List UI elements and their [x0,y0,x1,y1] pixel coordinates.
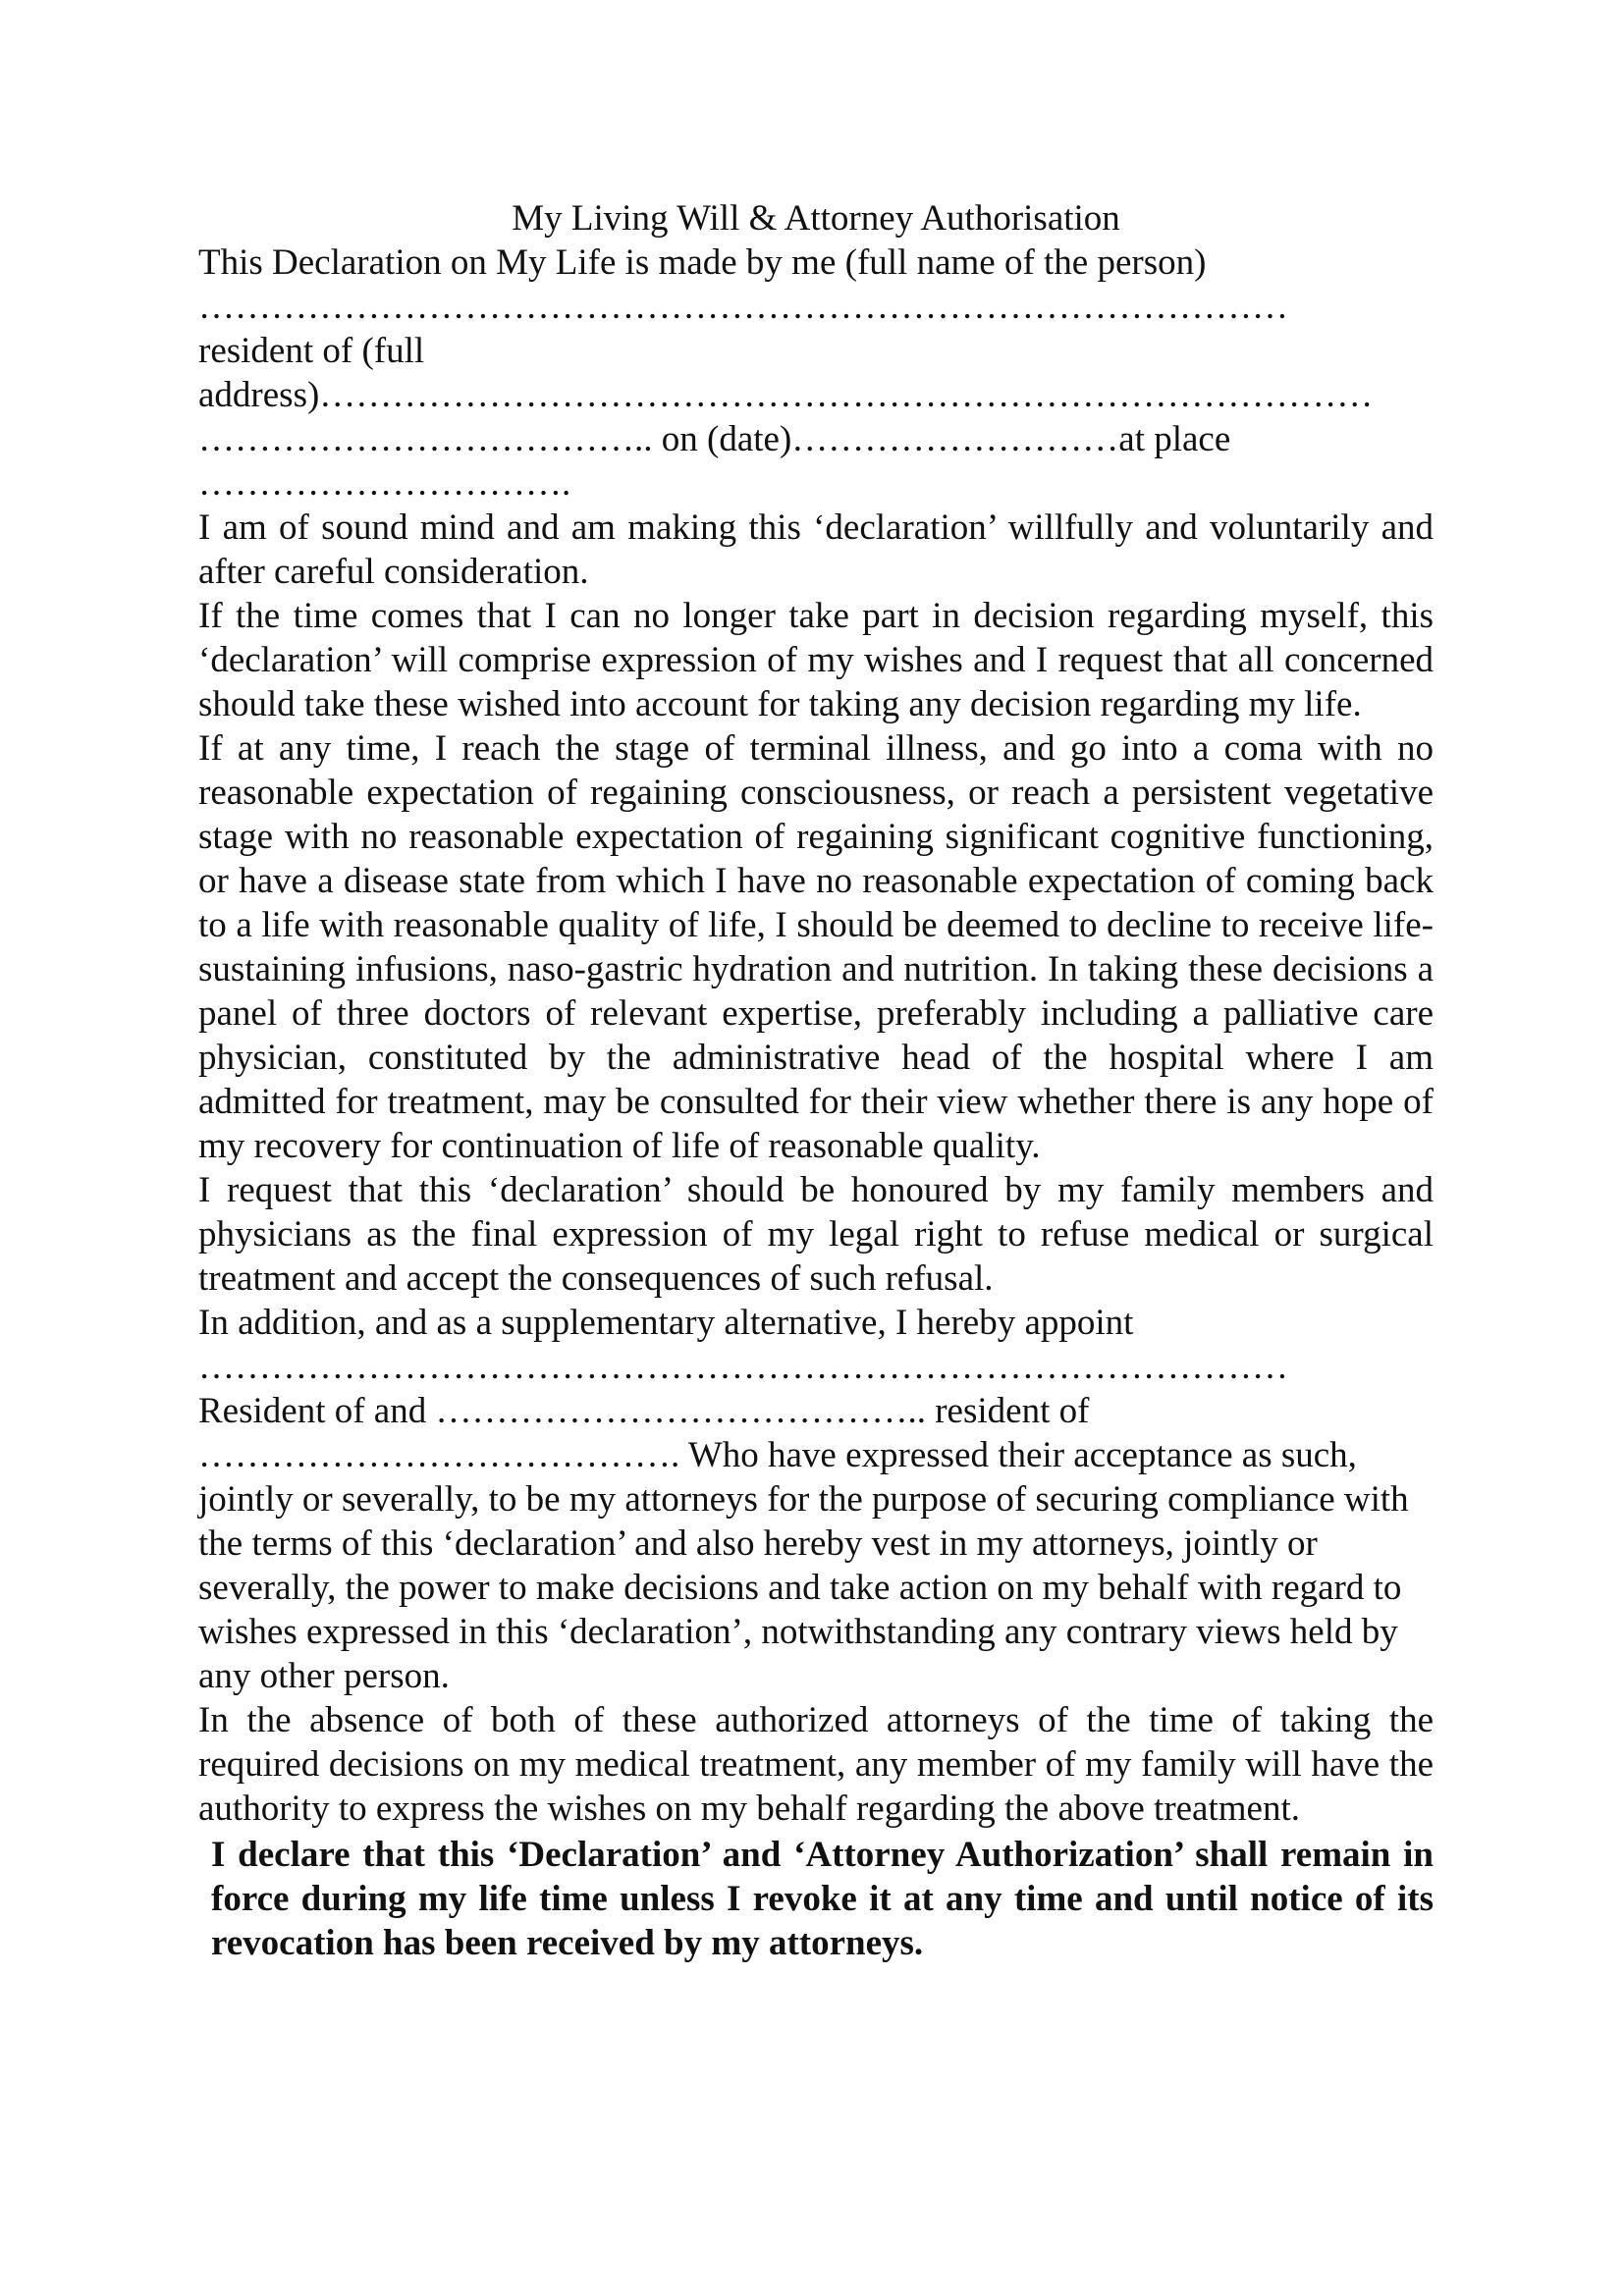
paragraph-honoured: I request that this ‘declaration’ should be honoured by my family members and physicians as the final expression of my legal right to refuse medical or surgical treatment and accept the consequences of such refusal. [198,1170,1434,1299]
resident-label: resident of (full [198,331,425,371]
address-line: address)…………………………………………………………………………… [198,375,1374,415]
resident-of-line: Resident of and ………………………………….. resident of [198,1391,1090,1431]
paragraph-time-comes: If the time comes that I can no longer take part in decision regarding myself, this ‘declaration’ will comprise expression of my wishes and I request that all concerned should take these wished into account for taking any decision regarding my life. [198,596,1434,724]
document-title: My Living Will & Attorney Authorisation [512,198,1120,239]
name-blank: ……………………………………………………………………………… [198,287,1288,327]
paragraph-attorneys: …………………………………. Who have expressed their acceptance as such, jointly or severally, to be my attorneys for the purpose of securing compliance with the terms of this ‘declaration’ and also hereby vest in my attorneys, jointly or severally, the power to make decisions and take action on my behalf with regard to wishes expressed in this ‘declaration’, notwithstanding any contrary views held by any other person. [198,1435,1409,1696]
bold-declaration: I declare that this ‘Declaration’ and ‘Attorney Authorization’ shall remain in force during my life time unless I revoke it at any time and until notice of its revocation has been received by my attorneys. [211,1835,1434,1963]
paragraph-terminal-illness: If at any time, I reach the stage of terminal illness, and go into a coma with no reasonable expectation of regaining consciousness, or reach a persistent vegetative stage with no reasonable expectation of regaining significant cognitive functioning, or have a disease state from which I have no reasonable expectation of coming back to a life with reasonable quality of life, I should be deemed to decline to receive life-sustaining infusions, naso-gastric hydration and nutrition. In taking these decisions a panel of three doctors of relevant expertise, preferably including a palliative care physician, constituted by the administrative head of the hospital where I am admitted for treatment, may be consulted for their view whether there is any hope of my recovery for continuation of life of reasonable quality. [198,728,1434,1166]
place-blank: …………………………. [198,463,571,504]
date-place-line: ……………………………….. on (date)………………………at place [198,419,1231,459]
appoint-line: In addition, and as a supplementary alternative, I hereby appoint [198,1303,1134,1343]
document-body [198,196,1434,1965]
paragraph-sound-mind: I am of sound mind and am making this ‘declaration’ willfully and voluntarily and after careful consideration. [198,507,1434,592]
intro-line: This Declaration on My Life is made by me (full name of the person) [198,242,1207,283]
appoint-blank: ……………………………………………………………………………… [198,1347,1288,1387]
paragraph-absence: In the absence of both of these authorized attorneys of the time of taking the required decisions on my medical treatment, any member of my family will have the authority to express the wishes on my behalf regarding the above treatment. [198,1700,1434,1829]
